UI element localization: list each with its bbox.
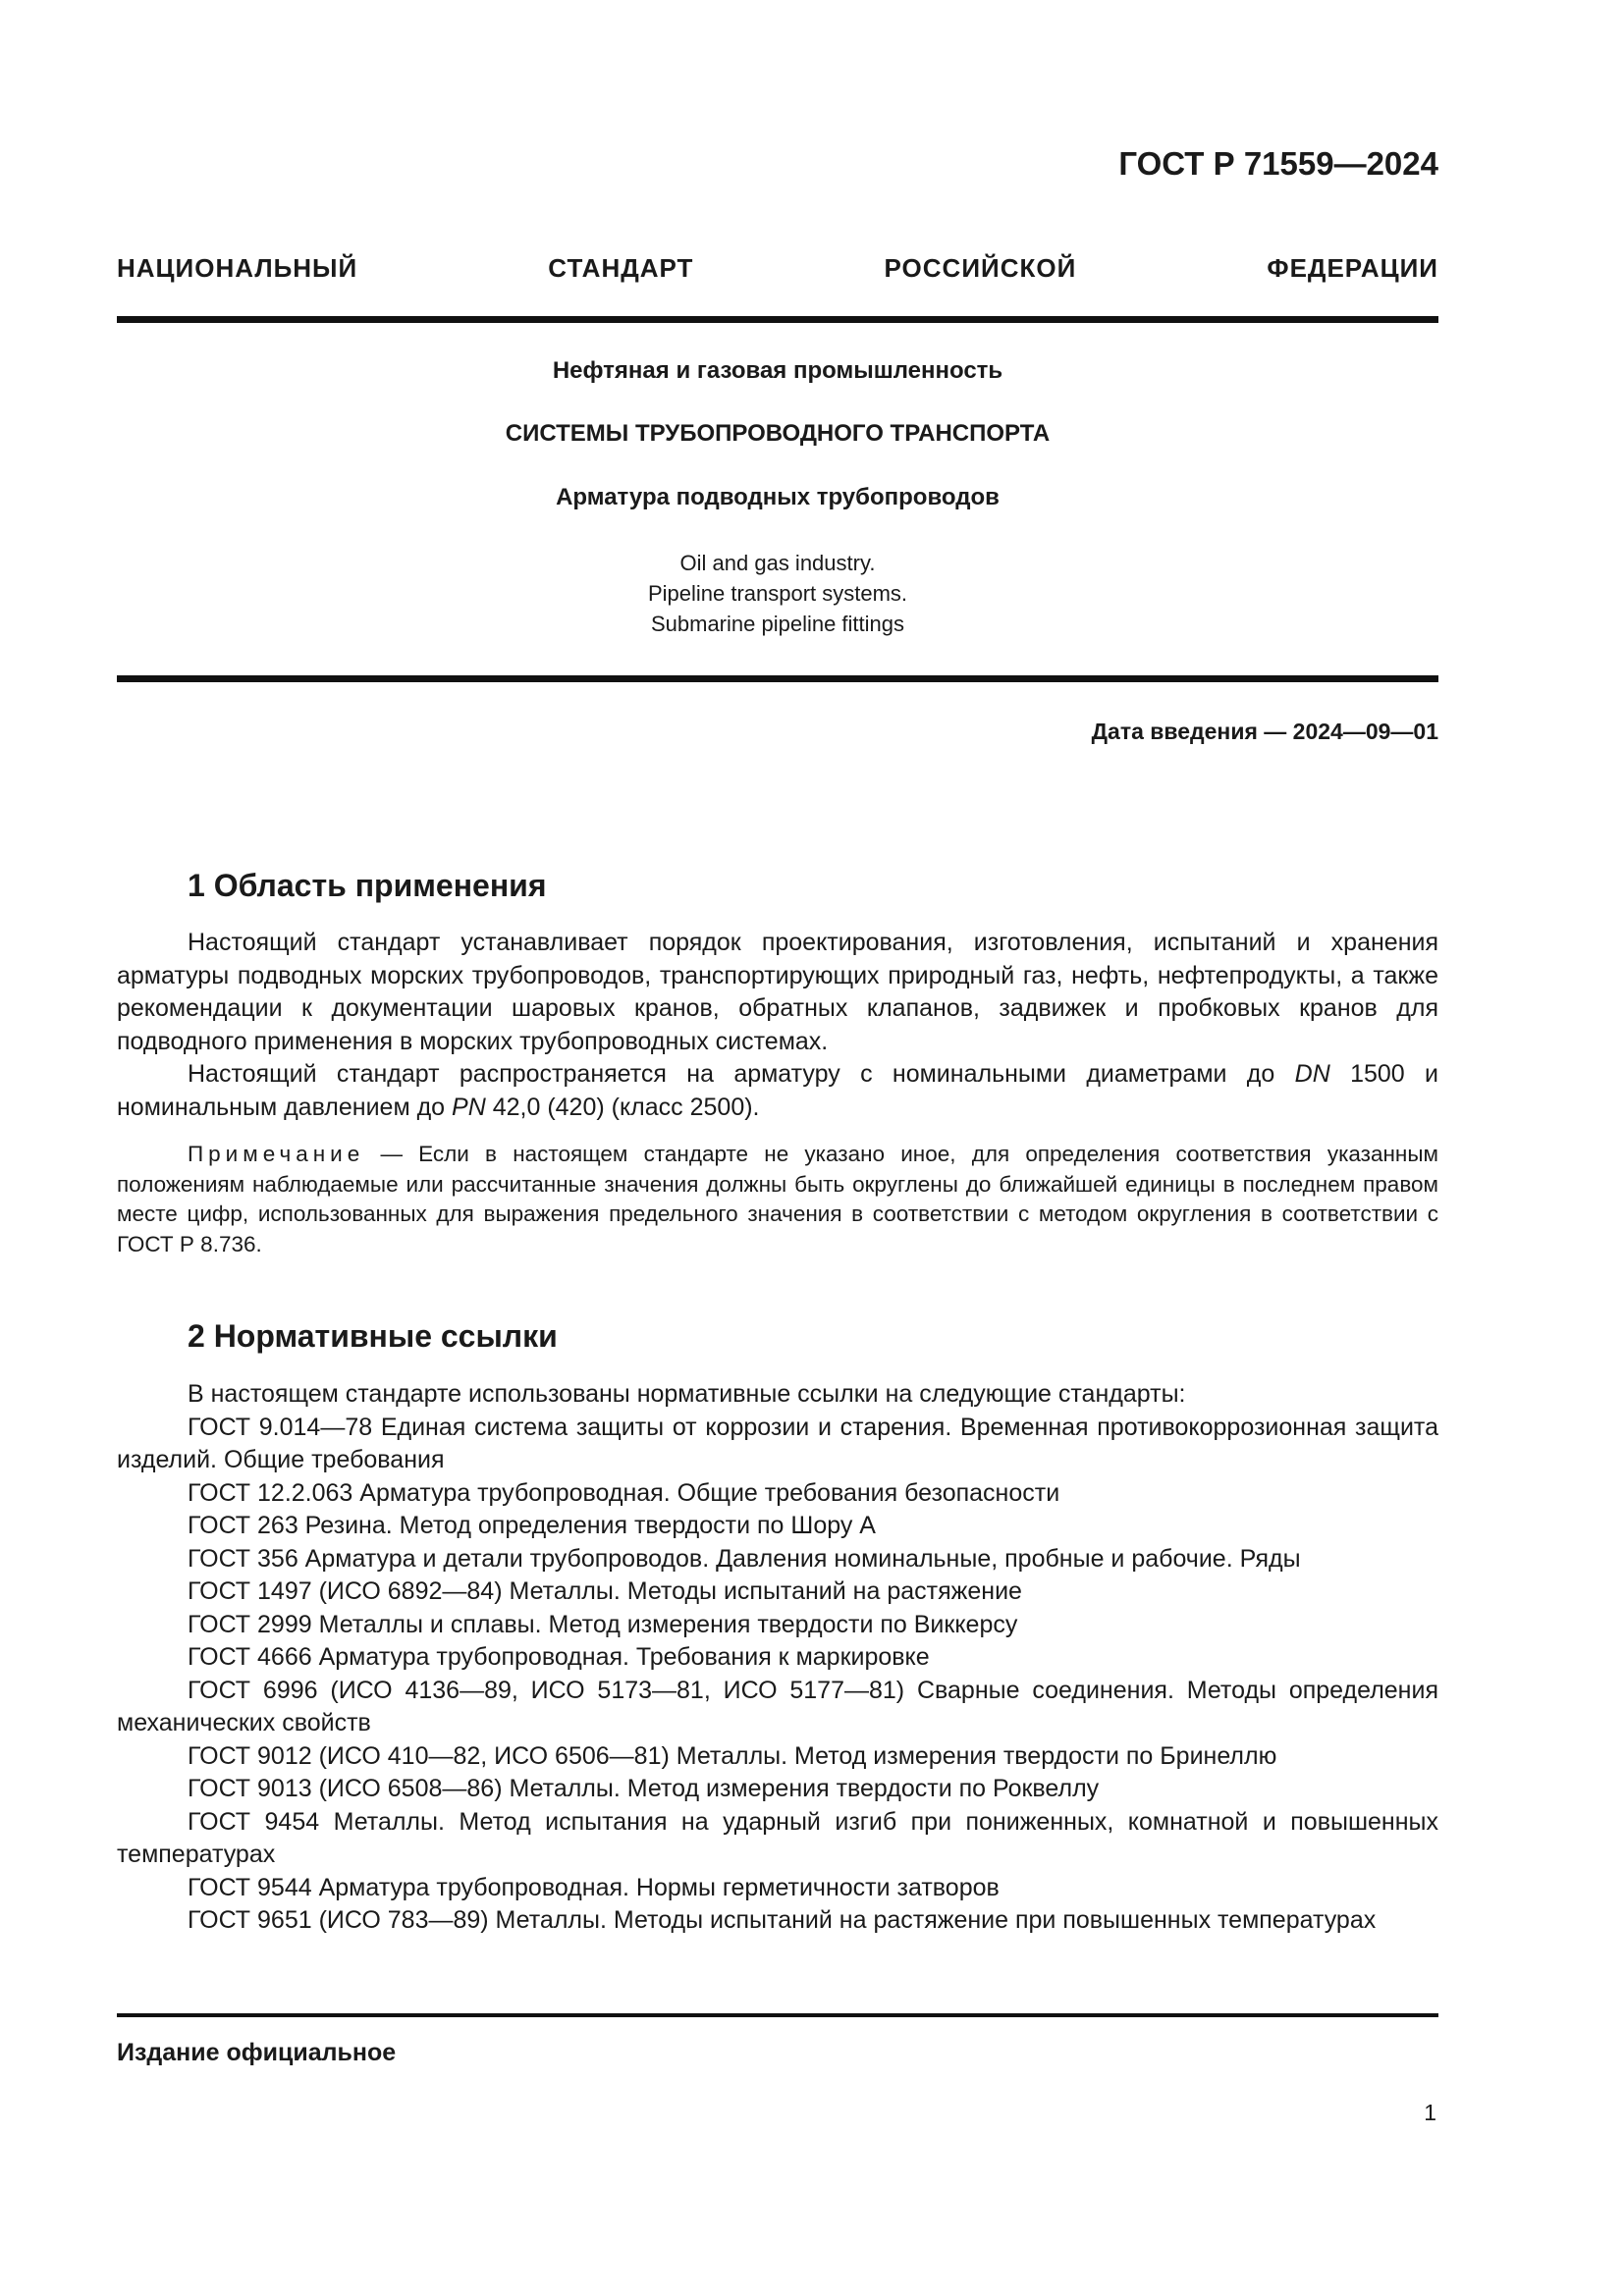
footer-rule bbox=[117, 2013, 1438, 2017]
note-paragraph bbox=[117, 1140, 1438, 1259]
scope-range-paragraph bbox=[117, 1058, 1438, 1124]
pn-symbol: PN bbox=[452, 1093, 486, 1121]
title-product: Арматура подводных трубопроводов bbox=[556, 484, 1000, 510]
top-rule bbox=[117, 316, 1438, 323]
title-system: СИСТЕМЫ ТРУБОПРОВОДНОГО ТРАНСПОРТА bbox=[505, 420, 1051, 447]
text-span: Настоящий стандарт распространяется на арматуру с номинальными диаметрами до bbox=[188, 1060, 1295, 1088]
page-number: 1 bbox=[1424, 2100, 1436, 2125]
official-edition-label: Издание официальное bbox=[117, 2039, 397, 2066]
reference-item: ГОСТ 9012 (ИСО 410—82, ИСО 6506—81) Металлы. Метод измерения твердости по Бринеллю bbox=[188, 1741, 1277, 1770]
dn-symbol: DN bbox=[1294, 1060, 1330, 1088]
reference-item: ГОСТ 1497 (ИСО 6892—84) Металлы. Методы испытаний на растяжение bbox=[188, 1577, 1022, 1605]
english-title bbox=[117, 548, 1438, 639]
title-rule bbox=[117, 675, 1438, 682]
section-1-body bbox=[117, 927, 1438, 1124]
national-standard-title: НАЦИОНАЛЬНЫЙ СТАНДАРТ РОССИЙСКОЙ ФЕДЕРАЦИИ bbox=[117, 253, 1438, 283]
reference-item: ГОСТ 12.2.063 Арматура трубопроводная. Общие требования безопасности bbox=[188, 1478, 1060, 1507]
reference-item: ГОСТ 356 Арматура и детали трубопроводов. Давления номинальные, пробные и рабочие. Ряды bbox=[188, 1544, 1301, 1573]
references-intro: В настоящем стандарте использованы нормативные ссылки на следующие стандарты: bbox=[188, 1380, 1186, 1408]
reference-item: ГОСТ 4666 Арматура трубопроводная. Требования к маркировке bbox=[188, 1643, 930, 1671]
english-title-line: Pipeline transport systems. bbox=[647, 581, 908, 606]
reference-item: ГОСТ 9454 Металлы. Метод испытания на ударный изгиб при пониженных, комнатной и повышенных температурах bbox=[117, 1807, 1438, 1868]
reference-item: ГОСТ 9544 Арматура трубопроводная. Нормы герметичности затворов bbox=[188, 1873, 1000, 1901]
section-1-heading: 1 Область применения bbox=[188, 868, 547, 903]
gost-number: ГОСТ Р 71559—2024 bbox=[1118, 145, 1438, 182]
reference-item: ГОСТ 263 Резина. Метод определения твердости по Шору А bbox=[188, 1512, 876, 1539]
note-block bbox=[117, 1140, 1438, 1259]
title-subject: Нефтяная и газовая промышленность bbox=[552, 357, 1003, 384]
note-text: — Если в настоящем стандарте не указано иное, для определения соответствия указанным положениям наблюдаемые или рассчитанные значения должны быть округлены до ближайшей единицы в последнем правом месте цифр, использованных для выражения предельного значения в соответствии с методом округления в соответствии с ГОСТ Р 8.736. bbox=[117, 1142, 1438, 1256]
text-span: 42,0 (420) (класс 2500). bbox=[485, 1093, 760, 1121]
reference-item: ГОСТ 9013 (ИСО 6508—86) Металлы. Метод измерения твердости по Роквеллу bbox=[188, 1775, 1100, 1802]
note-label: Примечание bbox=[188, 1142, 365, 1166]
reference-item: ГОСТ 9.014—78 Единая система защиты от коррозии и старения. Временная противокоррозионная защита изделий. Общие требования bbox=[117, 1413, 1438, 1473]
section-2-body bbox=[117, 1378, 1438, 1938]
reference-item: ГОСТ 9651 (ИСО 783—89) Металлы. Методы испытаний на растяжение при повышенных температурах bbox=[188, 1906, 1377, 1934]
introduction-date: Дата введения — 2024—09—01 bbox=[1091, 719, 1438, 744]
reference-item: ГОСТ 6996 (ИСО 4136—89, ИСО 5173—81, ИСО 5177—81) Сварные соединения. Методы определения механических свойств bbox=[117, 1676, 1438, 1736]
scope-paragraph: Настоящий стандарт устанавливает порядок проектирования, изготовления, испытаний и хранения арматуры подводных морских трубопроводов, транспортирующих природный газ, нефть, нефтепродукты, а также рекомендации к документации шаровых кранов, обратных клапанов, задвижек и пробковых кранов для подводного применения в морских трубопроводных системах. bbox=[117, 929, 1438, 1055]
english-title-line: Oil and gas industry. bbox=[679, 551, 876, 575]
reference-item: ГОСТ 2999 Металлы и сплавы. Метод измерения твердости по Виккерсу bbox=[188, 1610, 1018, 1638]
section-2-heading: 2 Нормативные ссылки bbox=[188, 1318, 558, 1354]
text-span: 1500 и номинальным давлением до bbox=[117, 1060, 1438, 1121]
english-title-line: Submarine pipeline fittings bbox=[650, 612, 905, 636]
